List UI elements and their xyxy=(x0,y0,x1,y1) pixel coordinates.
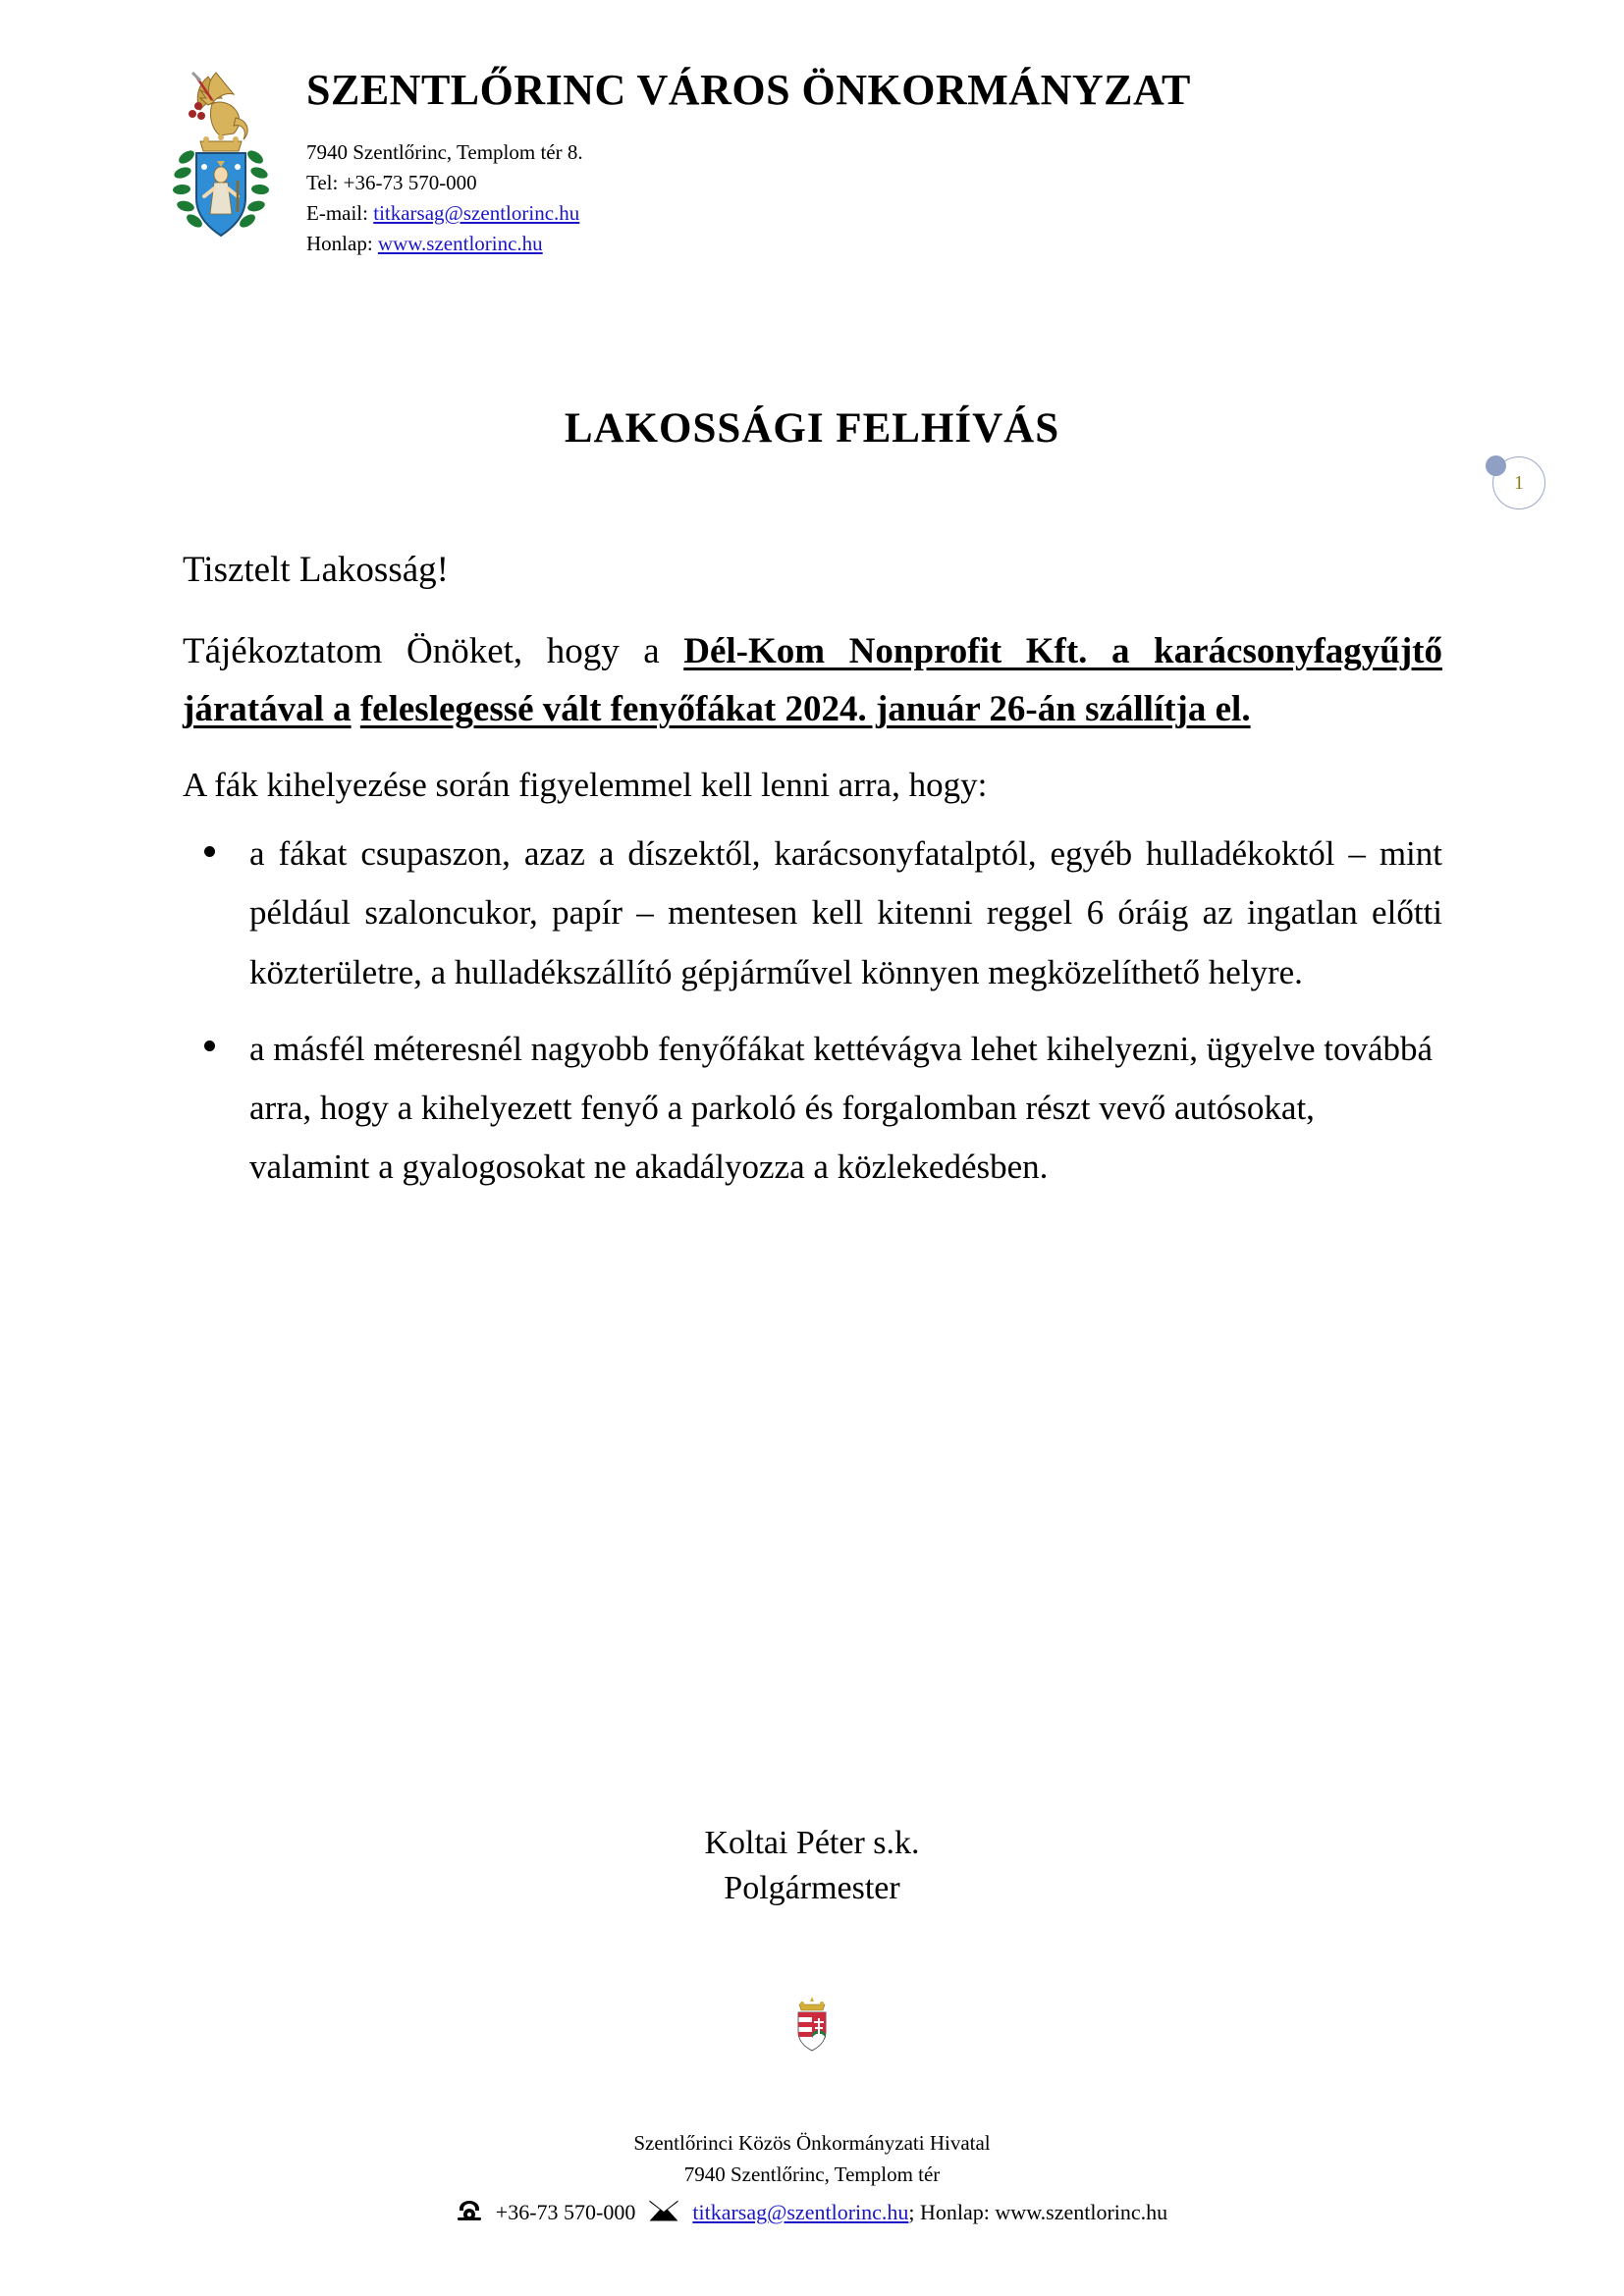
bullet-icon xyxy=(204,1041,215,1051)
instructions-intro: A fák kihelyezése során figyelemmel kell lenni arra, hogy: xyxy=(183,766,988,805)
header-website-line xyxy=(306,229,1473,259)
footer-contact-links xyxy=(692,2196,1167,2228)
letterhead-text xyxy=(306,59,1473,259)
list-item xyxy=(183,825,1442,1002)
signatory-name: Koltai Péter s.k. xyxy=(704,1825,920,1861)
header-website-label: Honlap: xyxy=(306,231,378,255)
page-number-text: 1 xyxy=(1514,471,1524,494)
header-email-link[interactable]: titkarsag@szentlorinc.hu xyxy=(373,201,580,226)
footer-contact-row xyxy=(0,2196,1624,2228)
badge-dot-icon xyxy=(1486,455,1506,476)
page-number-badge[interactable] xyxy=(1492,456,1545,509)
list-item-text: a másfél méteresnél nagyobb fenyőfákat kettévágva lehet kihelyezni, ügyelve továbbá arra, hogy a kihelyezett fenyő a parkoló és forgalomban részt vevő autósokat, valamint a gyalogosokat ne akadályozza a közlekedésben. xyxy=(249,1029,1434,1187)
footer-email-link[interactable]: titkarsag@szentlorinc.hu xyxy=(692,2200,909,2224)
lead-plain-text: Tájékoztatom Önöket, hogy a xyxy=(183,630,684,671)
organization-title: SZENTLŐRINC VÁROS ÖNKORMÁNYZAT xyxy=(306,66,1191,114)
footer-website-text: www.szentlorinc.hu xyxy=(995,2200,1168,2224)
footer-office-name: Szentlőrinci Közös Önkormányzati Hivatal xyxy=(633,2131,991,2155)
header-email-label: E-mail: xyxy=(306,201,374,226)
bullet-icon xyxy=(204,846,215,857)
document-body xyxy=(183,545,1442,1214)
list-item xyxy=(183,1020,1442,1198)
footer-separator: ; xyxy=(908,2200,921,2224)
hungary-coat-of-arms-icon xyxy=(791,1993,833,2054)
header-website-link[interactable]: www.szentlorinc.hu xyxy=(377,231,543,255)
lead-paragraph xyxy=(183,622,1442,740)
instructions-list xyxy=(183,825,1442,1197)
envelope-icon xyxy=(649,2200,678,2225)
signature-block xyxy=(0,1821,1624,1911)
header-telephone: Tel: +36-73 570-000 xyxy=(306,171,477,195)
telephone-icon xyxy=(457,2200,482,2225)
coat-of-arms-szentlorinc-icon xyxy=(157,59,285,245)
footer-phone-number: +36-73 570-000 xyxy=(495,2200,636,2224)
header-address: 7940 Szentlőrinc, Templom tér 8. xyxy=(306,140,583,165)
salutation: Tisztelt Lakosság! xyxy=(183,550,449,590)
footer-address: 7940 Szentlőrinc, Templom tér xyxy=(683,2162,941,2186)
page-footer xyxy=(0,2128,1624,2228)
footer-website-label: Honlap: xyxy=(920,2200,996,2224)
lead-emphasis-two: feleslegessé vált fenyőfákat 2024. január 26-án szállítja el. xyxy=(359,689,1251,730)
letterhead xyxy=(157,59,1473,259)
signatory-role: Polgármester xyxy=(724,1869,900,1906)
lead-emphasis-one: Dél-Kom Nonprofit Kft. a karácsonyfagyűjtő járatával a xyxy=(183,630,1442,730)
list-item-text: a fákat csupaszon, azaz a díszektől, karácsonyfatalptól, egyéb hulladékoktól – mint például szaloncukor, papír – mentesen kell kitenni reggel 6 óráig az ingatlan előtti közterületre, a hulladékszállító gépjárművel könnyen megközelíthető helyre. xyxy=(249,834,1442,991)
page-title: LAKOSSÁGI FELHÍVÁS xyxy=(564,405,1060,452)
header-contact-block xyxy=(306,137,1473,258)
header-email-line xyxy=(306,198,1473,229)
